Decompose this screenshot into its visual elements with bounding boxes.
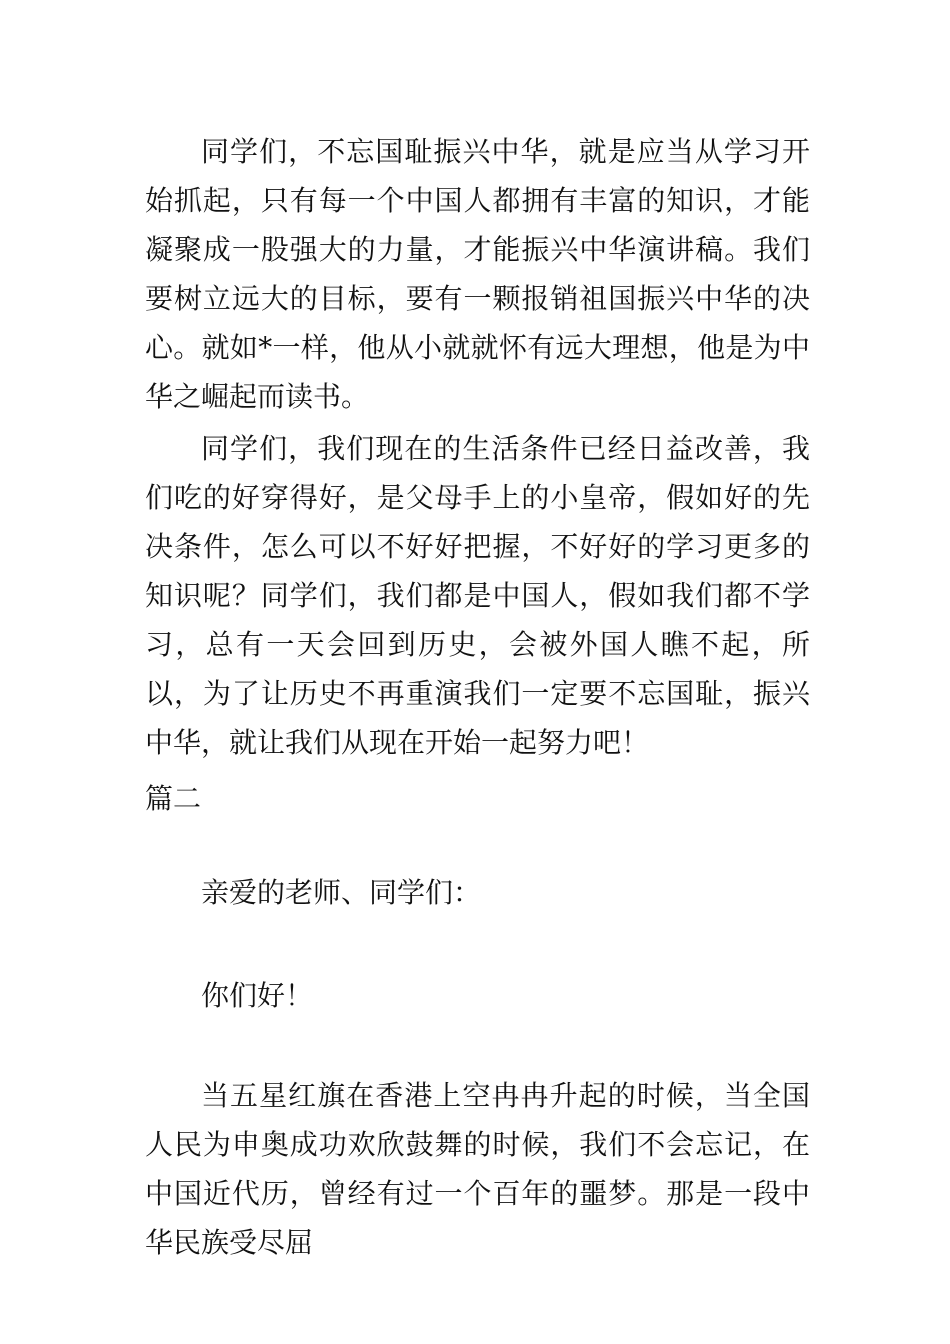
body-paragraph: 同学们，不忘国耻振兴中华，就是应当从学习开始抓起，只有每一个中国人都拥有丰富的知识，才能凝聚成一股强大的力量，才能振兴中华演讲稿。我们要树立远大的目标，要有一颗报销祖国振兴中华的决心。就如*一样，他从小就就怀有远大理想，他是为中华之崛起而读书。 <box>145 135 810 413</box>
body-paragraph: 当五星红旗在香港上空冉冉升起的时候，当全国人民为申奥成功欢欣鼓舞的时候，我们不会忘记，在中国近代历，曾经有过一个百年的噩梦。那是一段中华民族受尽屈 <box>145 1079 810 1259</box>
section-heading: 篇二 <box>145 782 202 815</box>
greeting: 你们好！ <box>201 979 314 1012</box>
salutation: 亲爱的老师、同学们： <box>201 876 482 909</box>
body-paragraph: 同学们，我们现在的生活条件已经日益改善，我们吃的好穿得好，是父母手上的小皇帝，假如好的先决条件，怎么可以不好好把握，不好好的学习更多的知识呢？同学们，我们都是中国人，假如我们都不学习，总有一天会回到历史，会被外国人瞧不起，所以，为了让历史不再重演我们一定要不忘国耻，振兴中华，就让我们从现在开始一起努力吧！ <box>145 432 810 759</box>
